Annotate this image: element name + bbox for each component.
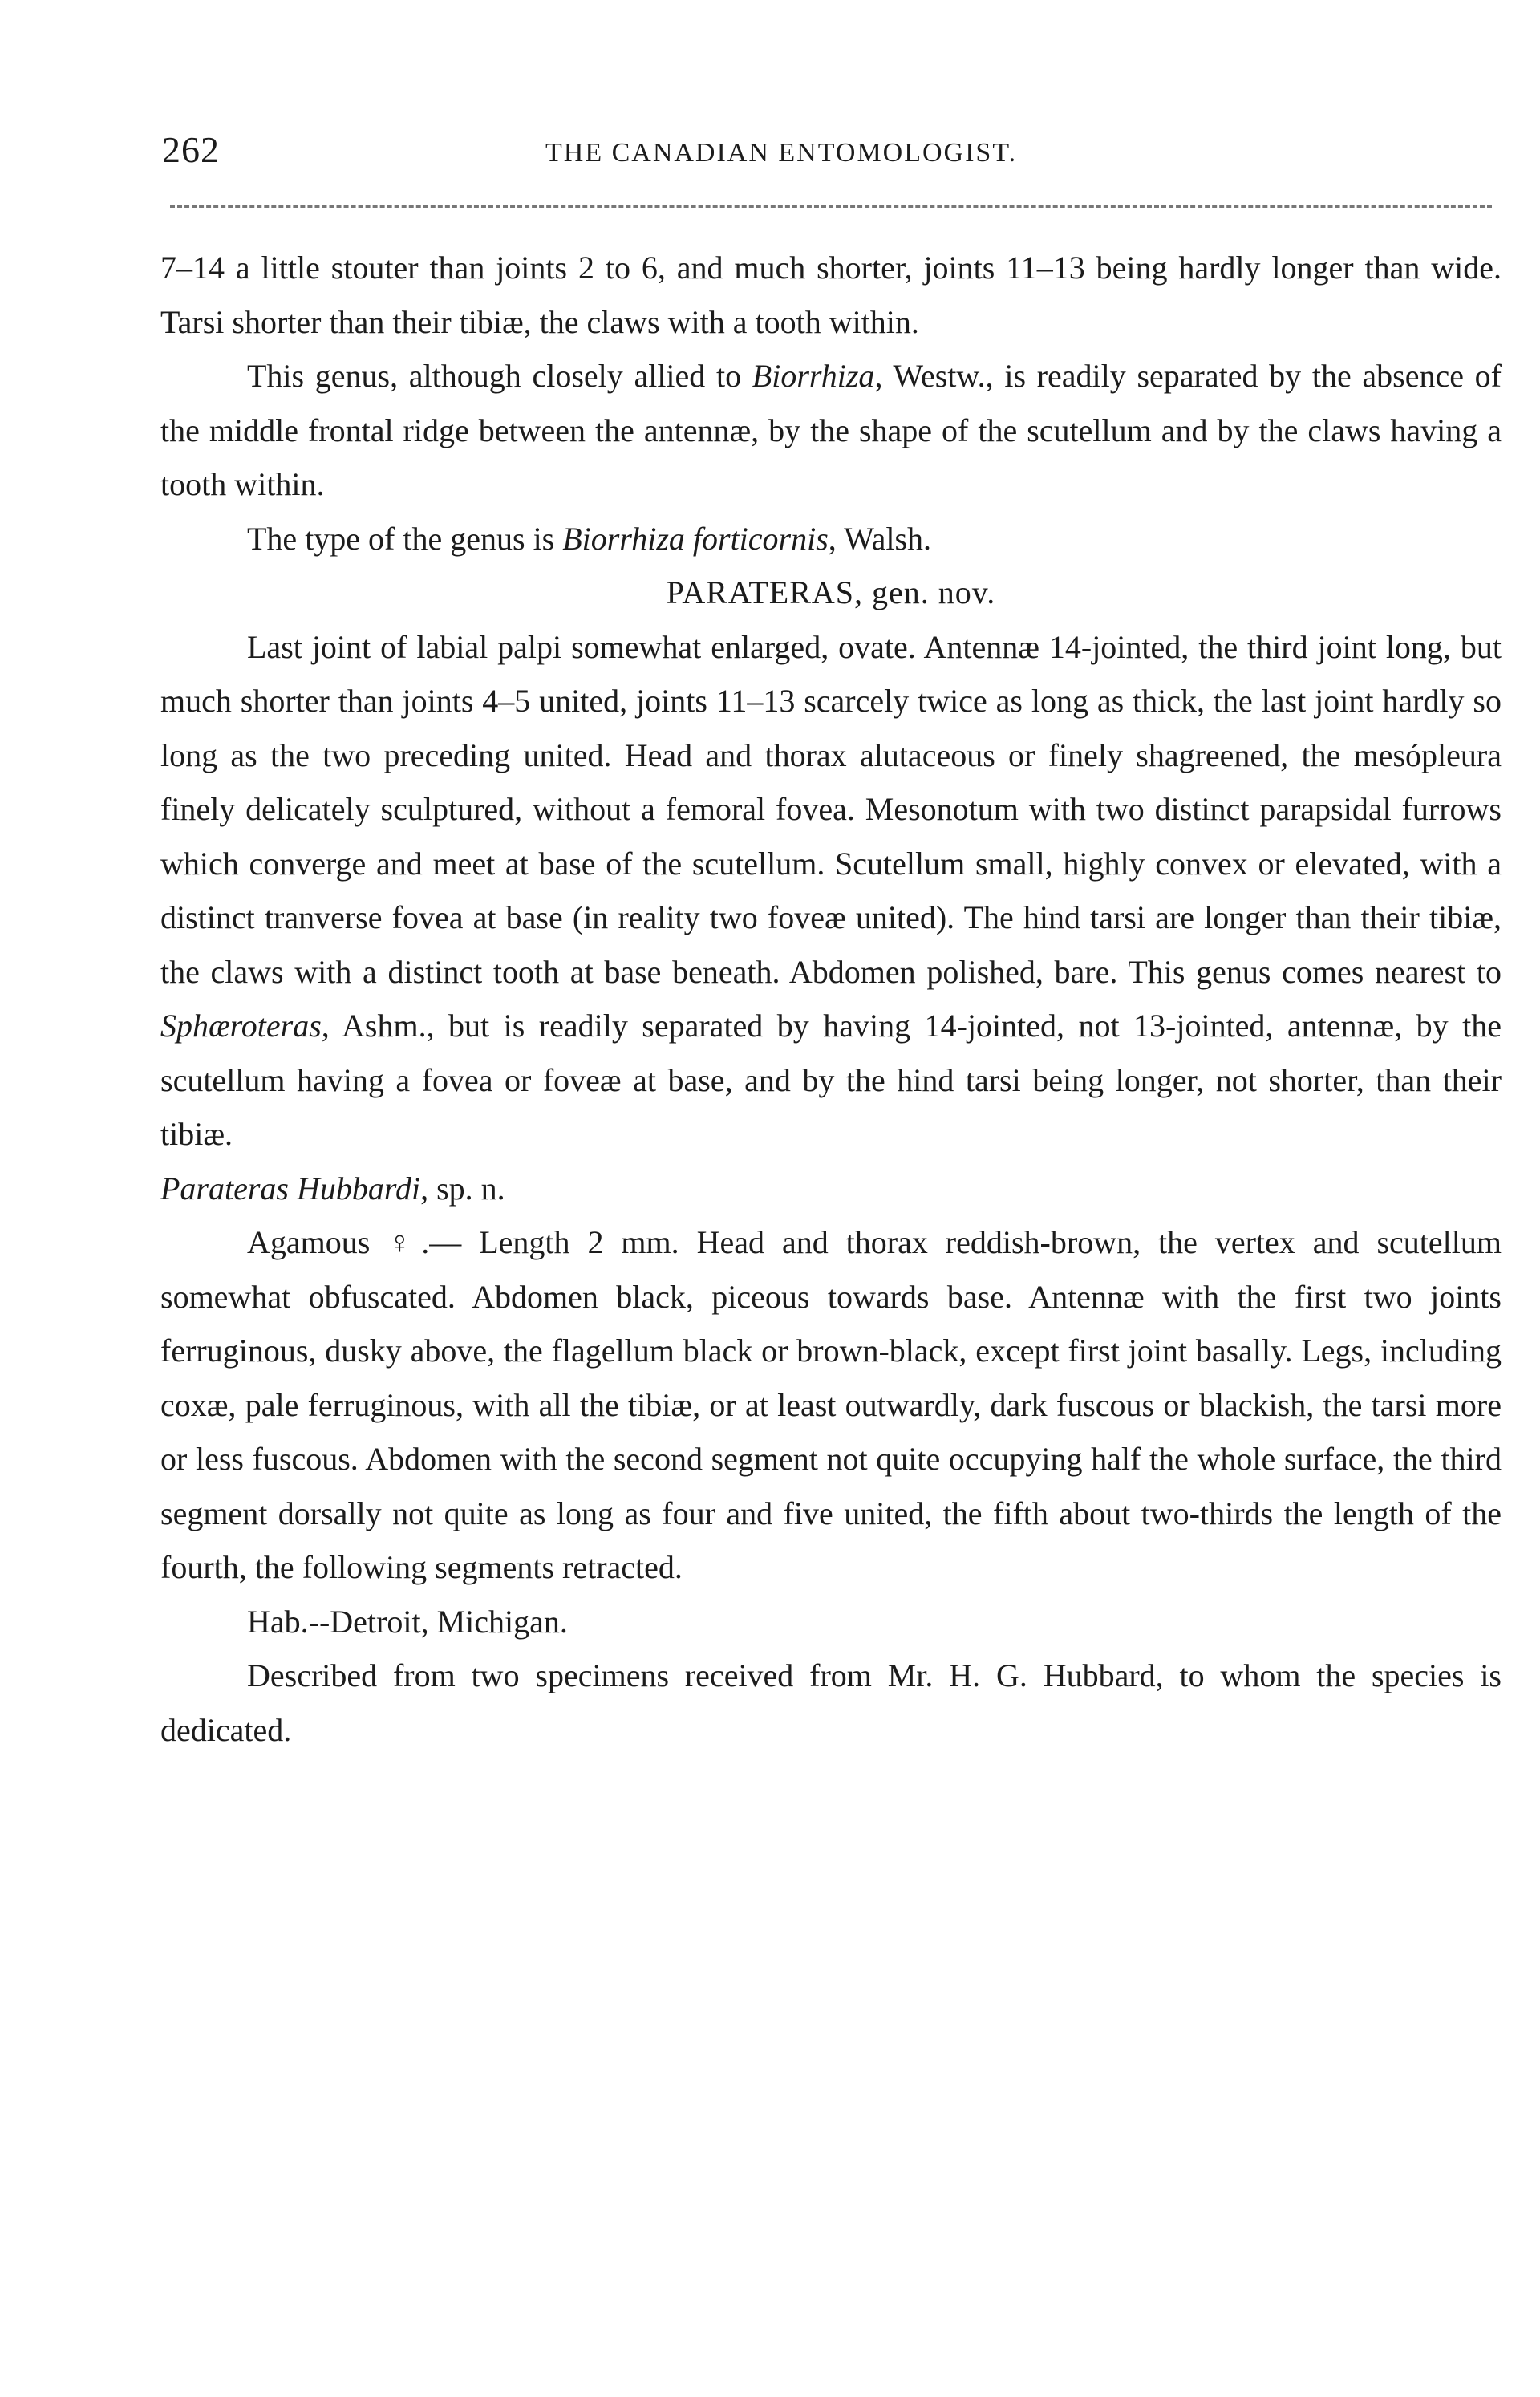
paragraph-continuation: 7–14 a little stouter than joints 2 to 6, and much shorter, joints 11–13 being hardly longer than wide. Tarsi shorter than their tibiæ, the claws with a tooth within. <box>160 249 1502 340</box>
running-title: THE CANADIAN ENTOMOLOGIST. <box>545 138 1018 168</box>
page-number: 262 <box>162 129 220 170</box>
paragraph-genus-comparison: This genus, although closely allied to Biorrhiza, Westw., is readily separated by the absence of the middle frontal ridge between the antennæ, by the shape of the scutellum and by the claws having a tooth within. <box>160 358 1502 502</box>
paragraph-species-description: Agamous ♀.— Length 2 mm. Head and thorax reddish-brown, the vertex and scutellum somewhat obfuscated. Abdomen black, piceous towards base. Antennæ with the first two joints ferruginous, dusky above, the flagellum black or brown-black, except first joint basally. Legs, including coxæ, pale ferruginous, with all the tibiæ, or at least outwardly, dark fuscous or blackish, the tarsi more or less fuscous. Abdomen with the second segment not quite occupying half the whole surface, the third segment dorsally not quite as long as four and five united, the fifth about two-thirds the length of the fourth, the following segments retracted. <box>160 1224 1502 1585</box>
document-page <box>160 0 1502 2397</box>
paragraph-genus-description: Last joint of labial palpi somewhat enlarged, ovate. Antennæ 14-jointed, the third joint long, but much shorter than joints 4–5 united, joints 11–13 scarcely twice as long as thick, the last joint hardly so long as the two preceding united. Head and thorax alutaceous or finely shagreened, the mesópleura finely delicately sculptured, without a femoral fovea. Mesonotum with two distinct parapsidal furrows which converge and meet at base of the scutellum. Scutellum small, highly convex or elevated, with a distinct tranverse fovea at base (in reality two foveæ united). The hind tarsi are longer than their tibiæ, the claws with a distinct tooth at base beneath. Abdomen polished, bare. This genus comes nearest to Sphæroteras, Ashm., but is readily separated by having 14-jointed, not 13-jointed, antennæ, by the scutellum having a fovea or foveæ at base, and by the hind tarsi being longer, not shorter, than their tibiæ. <box>160 628 1502 1152</box>
taxon-name: Biorrhiza <box>752 358 875 394</box>
species-heading: Parateras Hubbardi, sp. n. <box>160 1170 505 1207</box>
taxon-name: Sphæroteras <box>160 1008 322 1044</box>
header-rule <box>170 205 1492 208</box>
paragraph-specimens: Described from two specimens received from Mr. H. G. Hubbard, to whom the species is dedicated. <box>160 1657 1502 1748</box>
paragraph-habitat: Hab.--Detroit, Michigan. <box>247 1603 568 1640</box>
genus-heading: PARATERAS, gen. nov. <box>666 574 996 610</box>
taxon-name: Biorrhiza forticornis <box>562 520 829 557</box>
paragraph-type-species: The type of the genus is Biorrhiza forticornis, Walsh. <box>247 520 932 557</box>
page-body <box>160 241 1502 1757</box>
page-header <box>160 128 1502 176</box>
